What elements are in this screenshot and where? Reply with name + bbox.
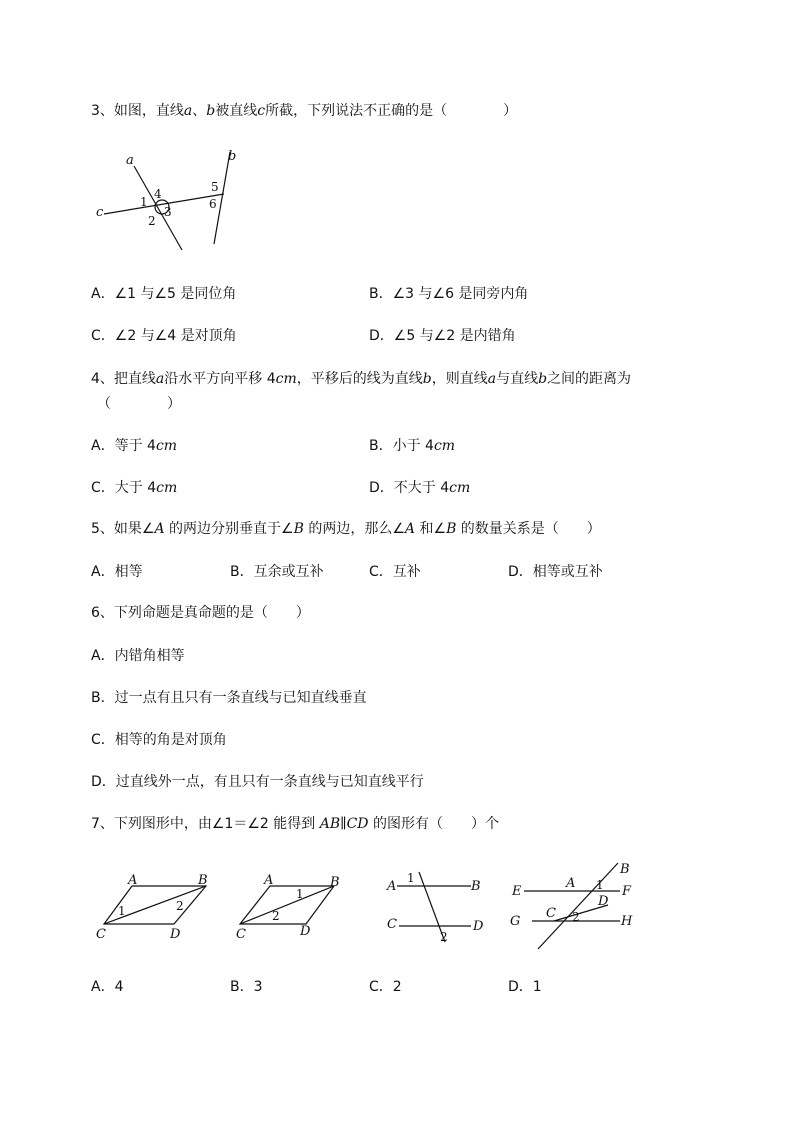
svg-text:D: D bbox=[473, 919, 484, 934]
svg-text:B: B bbox=[471, 879, 481, 894]
question-5-option-a[interactable]: A．相等 bbox=[91, 564, 143, 580]
question-7-figure-1 bbox=[90, 860, 220, 945]
svg-text:A: A bbox=[128, 873, 138, 888]
question-7-figure-2 bbox=[230, 860, 360, 945]
svg-text:2: 2 bbox=[176, 899, 184, 913]
question-6-option-a[interactable]: A．内错角相等 bbox=[91, 648, 185, 664]
label-3: 3 bbox=[164, 205, 172, 219]
svg-text:G: G bbox=[510, 914, 521, 929]
svg-text:B: B bbox=[198, 873, 208, 888]
svg-text:B: B bbox=[330, 875, 340, 890]
label-6: 6 bbox=[209, 197, 217, 211]
question-3-stem: 3、如图，直线a、b被直线c所截，下列说法不正确的是（ ） bbox=[91, 103, 518, 119]
question-3-option-b[interactable]: B．∠3 与∠6 是同旁内角 bbox=[369, 286, 529, 302]
question-3-option-a[interactable]: A．∠1 与∠5 是同位角 bbox=[91, 286, 237, 302]
svg-text:1: 1 bbox=[596, 878, 604, 892]
question-4-option-b[interactable]: B．小于 4cm bbox=[369, 438, 456, 454]
question-3-option-d[interactable]: D．∠5 与∠2 是内错角 bbox=[369, 328, 516, 344]
svg-text:1: 1 bbox=[118, 904, 126, 918]
label-c: c bbox=[96, 205, 104, 220]
svg-text:D: D bbox=[300, 924, 311, 939]
question-7-option-c[interactable]: C．2 bbox=[369, 979, 402, 995]
question-5-option-c[interactable]: C．互补 bbox=[369, 564, 421, 580]
question-7-figure-4 bbox=[508, 855, 643, 955]
svg-text:2: 2 bbox=[272, 909, 280, 923]
svg-text:C: C bbox=[96, 927, 106, 942]
label-1: 1 bbox=[140, 195, 148, 209]
question-7-option-a[interactable]: A．4 bbox=[91, 979, 124, 995]
svg-text:D: D bbox=[170, 927, 181, 942]
label-5: 5 bbox=[211, 180, 219, 194]
label-b: b bbox=[228, 149, 237, 164]
svg-text:B: B bbox=[620, 862, 630, 877]
question-4-option-c[interactable]: C．大于 4cm bbox=[91, 480, 178, 496]
label-4: 4 bbox=[154, 187, 162, 201]
svg-text:C: C bbox=[546, 906, 556, 921]
svg-text:1: 1 bbox=[296, 887, 304, 901]
question-5-option-b[interactable]: B．互余或互补 bbox=[230, 564, 324, 580]
svg-text:2: 2 bbox=[572, 910, 580, 924]
question-4-option-d[interactable]: D．不大于 4cm bbox=[369, 480, 471, 496]
svg-text:H: H bbox=[621, 914, 633, 929]
question-5-option-d[interactable]: D．相等或互补 bbox=[508, 564, 603, 580]
question-7-figure-3 bbox=[385, 860, 495, 945]
question-6-option-b[interactable]: B．过一点有且只有一条直线与已知直线垂直 bbox=[91, 690, 367, 706]
svg-text:A: A bbox=[566, 876, 576, 891]
svg-text:D: D bbox=[598, 894, 609, 909]
svg-text:C: C bbox=[236, 927, 246, 942]
label-a: a bbox=[126, 153, 134, 168]
question-3-figure bbox=[90, 140, 260, 255]
question-4-option-a[interactable]: A．等于 4cm bbox=[91, 438, 178, 454]
question-3-option-c[interactable]: C．∠2 与∠4 是对顶角 bbox=[91, 328, 237, 344]
question-6-option-d[interactable]: D．过直线外一点，有且只有一条直线与已知直线平行 bbox=[91, 774, 424, 790]
question-4-stem: 4、把直线a沿水平方向平移 4cm，平移后的线为直线b，则直线a与直线b之间的距离为 bbox=[91, 371, 632, 387]
svg-text:A: A bbox=[387, 879, 397, 894]
question-6-option-c[interactable]: C．相等的角是对顶角 bbox=[91, 732, 227, 748]
question-7-stem: 7、下列图形中，由∠1＝∠2 能得到 AB∥CD 的图形有（ ）个 bbox=[91, 816, 499, 832]
svg-text:C: C bbox=[387, 917, 397, 932]
svg-text:A: A bbox=[264, 873, 274, 888]
question-4-blank: （ ） bbox=[97, 396, 181, 412]
svg-text:2: 2 bbox=[440, 930, 448, 944]
question-7-option-d[interactable]: D．1 bbox=[508, 979, 542, 995]
question-7-option-b[interactable]: B．3 bbox=[230, 979, 263, 995]
svg-text:F: F bbox=[622, 884, 632, 899]
question-5-stem: 5、如果∠A 的两边分别垂直于∠B 的两边，那么∠A 和∠B 的数量关系是（ ） bbox=[91, 521, 601, 537]
question-6-stem: 6、下列命题是真命题的是（ ） bbox=[91, 605, 310, 621]
svg-text:E: E bbox=[512, 884, 522, 899]
label-2: 2 bbox=[148, 214, 156, 228]
svg-text:1: 1 bbox=[407, 871, 415, 885]
